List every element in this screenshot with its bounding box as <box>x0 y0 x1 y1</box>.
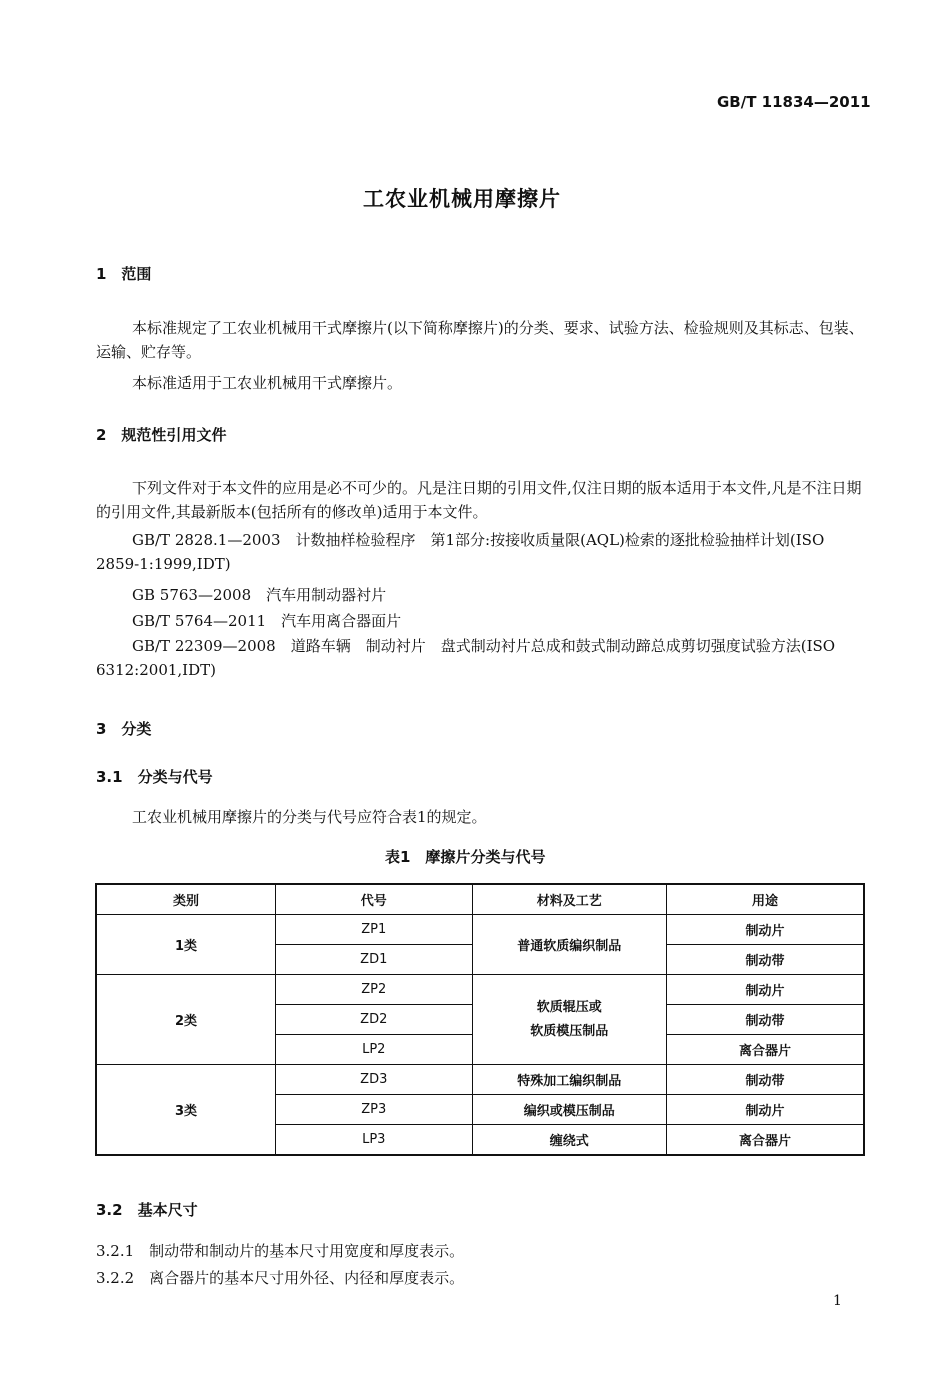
use-cell: 离合器片 <box>667 1125 865 1156</box>
column-header: 用途 <box>667 884 865 915</box>
code-cell: ZP3 <box>276 1095 473 1125</box>
code-cell: ZP2 <box>276 975 473 1005</box>
section-3-2-heading: 3.2 基本尺寸 <box>96 1201 198 1219</box>
section-1-paragraph-2: 本标准适用于工农业机械用干式摩擦片。 <box>132 374 403 392</box>
table-row <box>96 975 864 1005</box>
section-3-2-2-text: 3.2.2 离合器片的基本尺寸用外径、内径和厚度表示。 <box>96 1269 465 1287</box>
code-cell: ZD1 <box>276 945 473 975</box>
standard-number: GB/T 11834—2011 <box>717 93 871 111</box>
section-1-heading: 1 范围 <box>96 265 152 283</box>
use-cell: 制动带 <box>667 945 865 975</box>
use-cell: 制动片 <box>667 1095 865 1125</box>
material-cell: 缠绕式 <box>472 1125 666 1156</box>
category-cell: 2类 <box>96 975 276 1065</box>
table-row <box>96 915 864 945</box>
table-row <box>96 1065 864 1095</box>
use-cell: 离合器片 <box>667 1035 865 1065</box>
use-cell: 制动片 <box>667 975 865 1005</box>
section-3-1-heading: 3.1 分类与代号 <box>96 768 213 786</box>
section-3-2-1-text: 3.2.1 制动带和制动片的基本尺寸用宽度和厚度表示。 <box>96 1242 465 1260</box>
code-cell: LP2 <box>276 1035 473 1065</box>
section-2-paragraph-1: 下列文件对于本文件的应用是必不可少的。凡是注日期的引用文件,仅注日期的版本适用于本文件,凡是不注日期的引用文件,其最新版本(包括所有的修改单)适用于本文件。 <box>96 479 862 521</box>
code-cell: ZD2 <box>276 1005 473 1035</box>
column-header: 代号 <box>276 884 473 915</box>
page-number: 1 <box>833 1293 842 1309</box>
reference-item: GB/T 5764—2011 汽车用离合器面片 <box>132 612 402 630</box>
use-cell: 制动带 <box>667 1065 865 1095</box>
code-cell: ZP1 <box>276 915 473 945</box>
material-line: 软质模压制品 <box>530 1023 609 1039</box>
use-cell: 制动带 <box>667 1005 865 1035</box>
column-header: 材料及工艺 <box>472 884 666 915</box>
document-title: 工农业机械用摩擦片 <box>363 187 561 211</box>
classification-table <box>95 883 865 1156</box>
material-cell: 普通软质编织制品 <box>472 915 666 975</box>
material-line: 软质辊压或 <box>536 999 602 1015</box>
material-cell <box>472 975 666 1065</box>
reference-item: GB/T 2828.1—2003 计数抽样检验程序 第1部分:按接收质量限(AQL)检索的逐批检验抽样计划(ISO 2859-1:1999,IDT) <box>96 531 825 573</box>
reference-item: GB/T 22309—2008 道路车辆 制动衬片 盘式制动衬片总成和鼓式制动蹄总成剪切强度试验方法(ISO 6312:2001,IDT) <box>96 637 836 679</box>
use-cell: 制动片 <box>667 915 865 945</box>
section-3-1-paragraph: 工农业机械用摩擦片的分类与代号应符合表1的规定。 <box>132 808 487 826</box>
section-1-paragraph-1: 本标准规定了工农业机械用干式摩擦片(以下简称摩擦片)的分类、要求、试验方法、检验规则及其标志、包装、运输、贮存等。 <box>96 319 864 361</box>
table-caption: 表1 摩擦片分类与代号 <box>385 848 546 866</box>
code-cell: LP3 <box>276 1125 473 1156</box>
section-3-heading: 3 分类 <box>96 720 152 738</box>
code-cell: ZD3 <box>276 1065 473 1095</box>
material-cell: 编织或模压制品 <box>472 1095 666 1125</box>
section-2-heading: 2 规范性引用文件 <box>96 426 227 444</box>
material-cell: 特殊加工编织制品 <box>472 1065 666 1095</box>
reference-item: GB 5763—2008 汽车用制动器衬片 <box>132 586 387 604</box>
category-cell: 1类 <box>96 915 276 975</box>
column-header: 类别 <box>96 884 276 915</box>
table-header-row <box>96 884 864 915</box>
category-cell: 3类 <box>96 1065 276 1156</box>
